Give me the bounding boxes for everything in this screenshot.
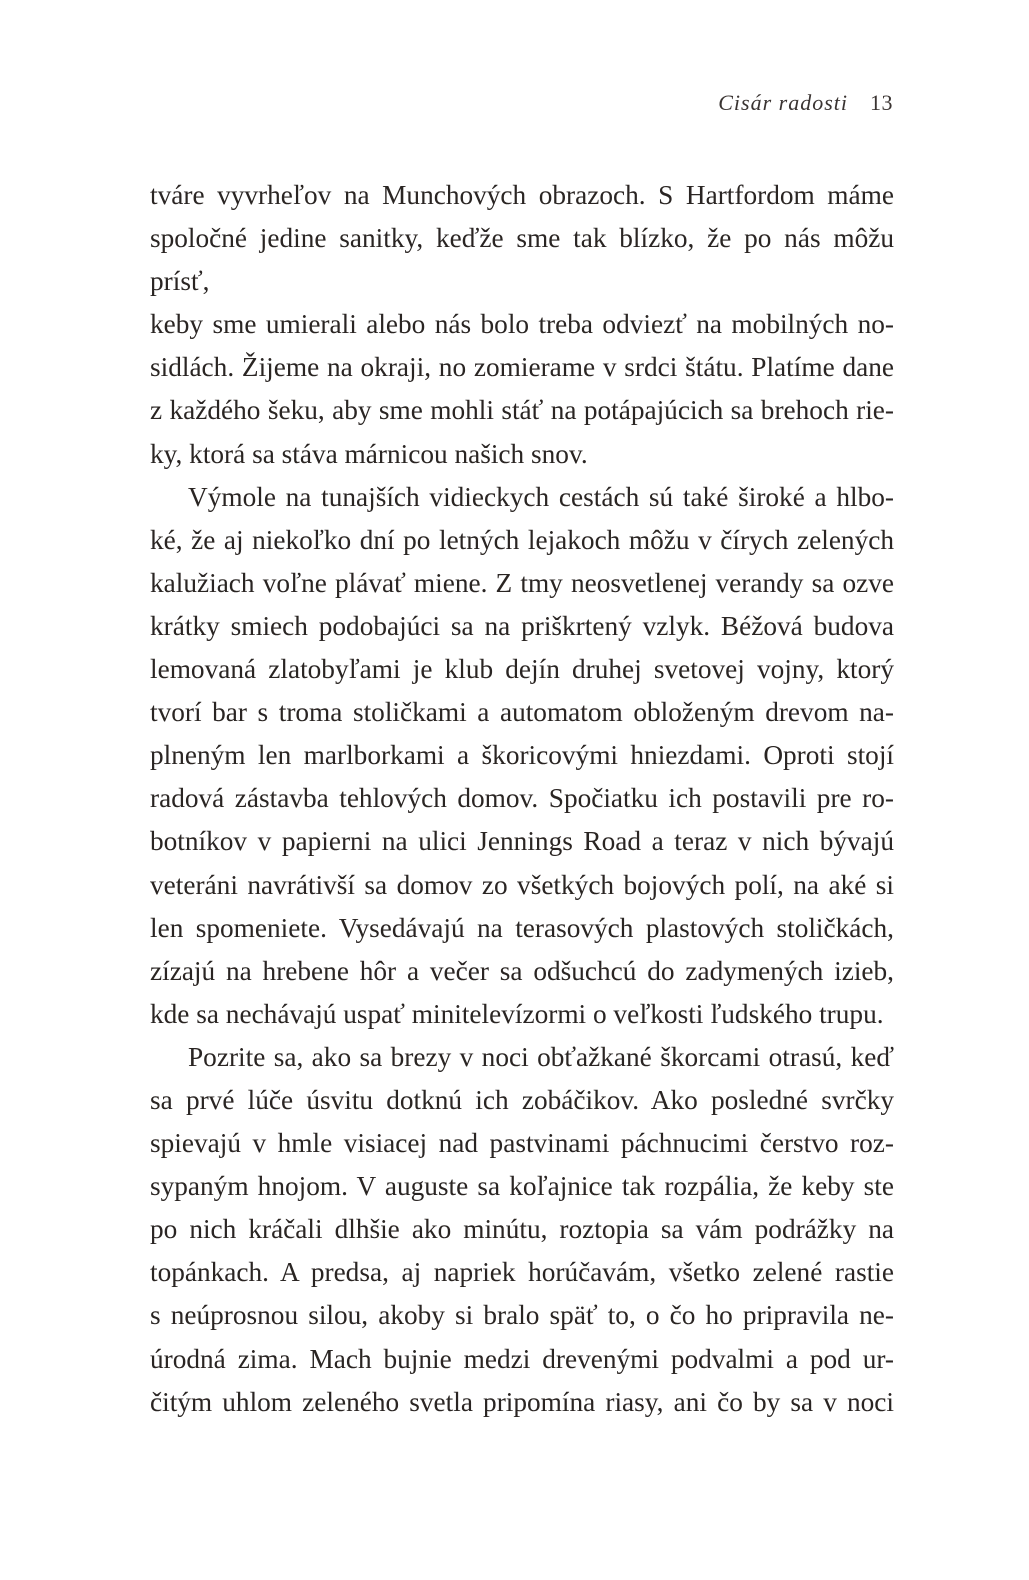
text-line: Pozrite sa, ako sa brezy v noci obťažkané škorcami otrasú, keď	[188, 1041, 894, 1072]
text-line: čitým uhlom zeleného svetla pripomína riasy, ani čo by sa v noci	[150, 1386, 894, 1417]
text-line: kde sa nechávajú uspať minitelevízormi o veľkosti ľudského trupu.	[150, 998, 884, 1029]
text-line: sypaným hnojom. V auguste sa koľajnice tak rozpália, že keby ste	[150, 1171, 894, 1202]
page-number: 13	[870, 90, 893, 115]
text-line: sidlách. Žijeme na okraji, no zomierame v srdci štátu. Platíme dane	[150, 352, 894, 383]
body-text	[150, 174, 894, 1424]
text-line: s neúprosnou silou, akoby si bralo späť to, o čo ho pripravila ne-	[150, 1300, 894, 1331]
running-head	[718, 90, 893, 116]
text-line: spievajú v hmle visiacej nad pastvinami páchnucimi čerstvo roz-	[150, 1128, 894, 1159]
text-line: krátky smiech podobajúci sa na priškrtený vzlyk. Béžová budova	[150, 610, 894, 641]
text-line: Výmole na tunajších vidieckych cestách sú také široké a hlbo-	[188, 481, 894, 512]
text-line: len spomeniete. Vysedávajú na terasových plastových stoličkách,	[150, 912, 894, 943]
text-line: keby sme umierali alebo nás bolo treba odviezť na mobilných no-	[150, 309, 894, 340]
text-line: plneným len marlborkami a škoricovými hniezdami. Oproti stojí	[150, 740, 894, 771]
text-line: kalužiach voľne plávať miene. Z tmy neosvetlenej verandy sa ozve	[150, 567, 894, 598]
text-line: ké, že aj niekoľko dní po letných lejakoch môžu v čírych zelených	[150, 524, 894, 555]
text-line: zízajú na hrebene hôr a večer sa odšuchcú do zadymených izieb,	[150, 955, 894, 986]
running-title: Cisár radosti	[718, 90, 848, 115]
text-line: po nich kráčali dlhšie ako minútu, roztopia sa vám podrážky na	[150, 1214, 894, 1245]
text-line: tváre vyvrheľov na Munchových obrazoch. S Hartfordom máme	[150, 180, 894, 210]
text-line: veteráni navrátivší sa domov zo všetkých bojových polí, na aké si	[150, 869, 894, 900]
text-line: topánkach. A predsa, aj napriek horúčavám, všetko zelené rastie	[150, 1257, 894, 1288]
text-line: sa prvé lúče úsvitu dotknú ich zobáčikov. Ako posledné svrčky	[150, 1084, 894, 1115]
text-line: tvorí bar s troma stoličkami a automatom obloženým drevom na-	[150, 697, 894, 728]
text-line: z každého šeku, aby sme mohli stáť na potápajúcich sa brehoch rie-	[150, 395, 894, 426]
text-line: radová zástavba tehlových domov. Spočiatku ich postavili pre ro-	[150, 783, 894, 814]
text-line: spoločné jedine sanitky, keďže sme tak blízko, že po nás môžu prísť,	[150, 223, 894, 297]
text-line: úrodná zima. Mach bujnie medzi drevenými podvalmi a pod ur-	[150, 1343, 894, 1374]
text-line: ky, ktorá sa stáva márnicou našich snov.	[150, 438, 588, 469]
text-line: botníkov v papierni na ulici Jennings Road a teraz v nich bývajú	[150, 826, 894, 857]
text-line: lemovaná zlatobyľami je klub dejín druhej svetovej vojny, ktorý	[150, 654, 894, 685]
